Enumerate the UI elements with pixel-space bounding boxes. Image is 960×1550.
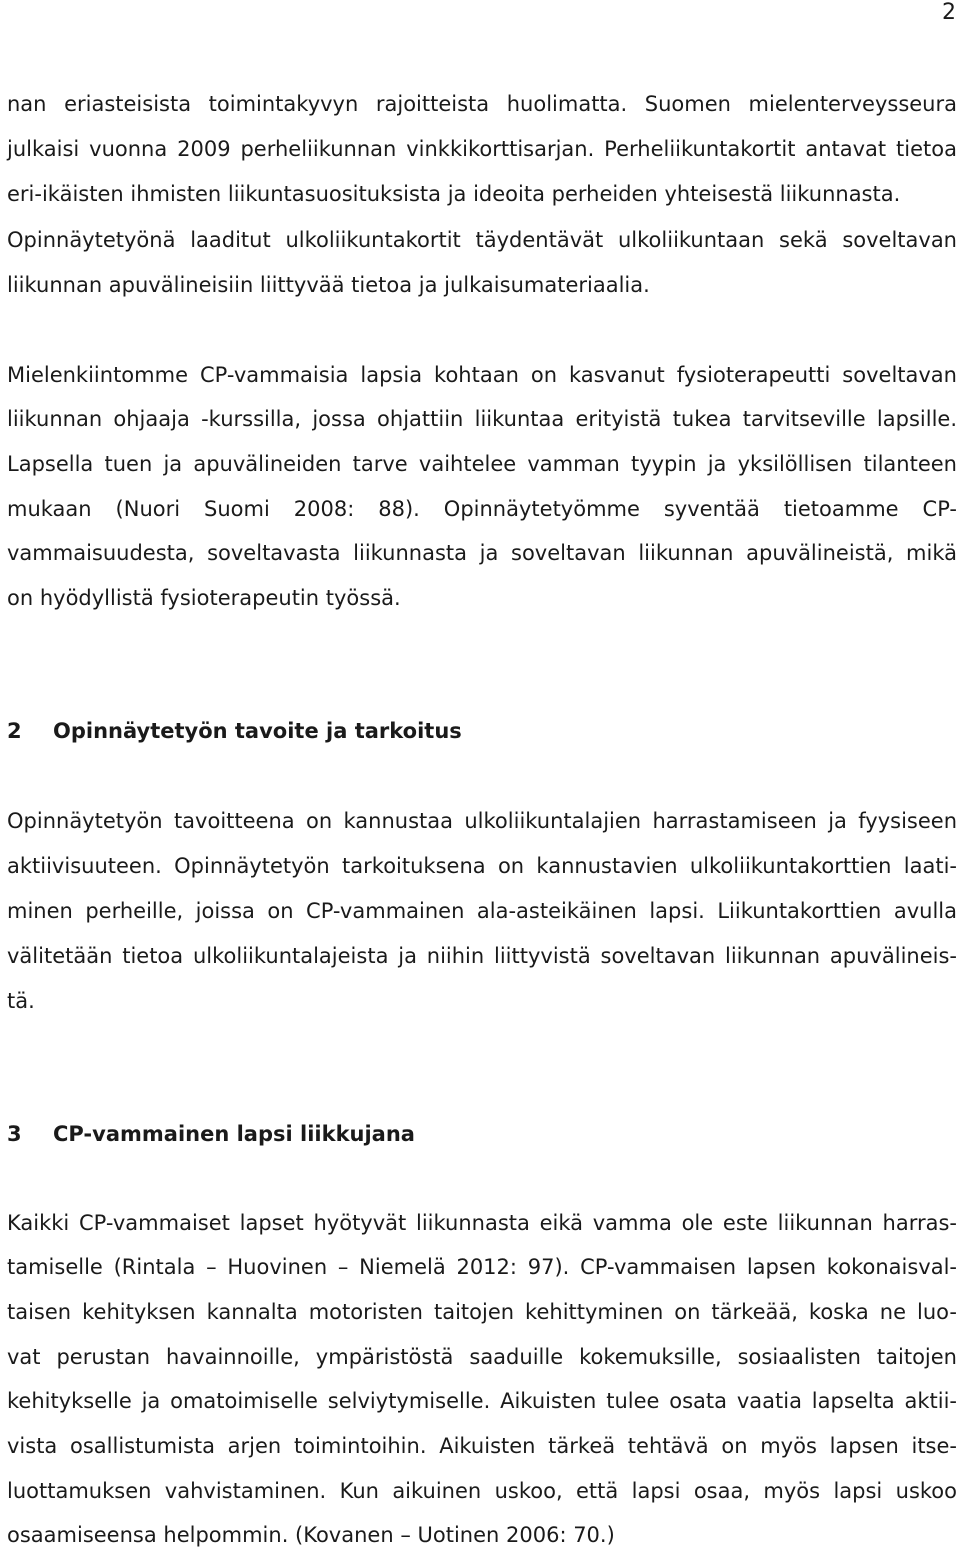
section-3-line: Kaikki CP-vammaiset lapset hyötyvät liikunnasta eikä vamma ole este liikunnan harras- bbox=[7, 1211, 957, 1235]
section-3-line: vat perustan havainnoille, ympäristöstä saaduille kokemuksille, sosiaalisten taitojen bbox=[7, 1345, 957, 1369]
section-3-line: luottamuksen vahvistaminen. Kun aikuinen uskoo, että lapsi osaa, myös lapsi uskoo bbox=[7, 1479, 957, 1503]
section-3-line: osaamiseensa helpommin. (Kovanen – Uotinen 2006: 70.) bbox=[7, 1523, 615, 1547]
section-2-heading bbox=[7, 717, 462, 745]
section-2-line: välitetään tietoa ulkoliikuntalajeista ja niihin liittyvistä soveltavan liikunnan apuvälineis- bbox=[7, 944, 957, 968]
section-2-line: minen perheille, joissa on CP-vammainen ala-asteikäinen lapsi. Liikuntakorttien avulla bbox=[7, 899, 957, 923]
section-2-line: aktiivisuuteen. Opinnäytetyön tarkoituksena on kannustavien ulkoliikuntakorttien laati- bbox=[7, 854, 957, 878]
section-3-line: kehitykselle ja omatoimiselle selviytymiselle. Aikuisten tulee osata vaatia lapselta aktii- bbox=[7, 1389, 957, 1413]
paragraph-1-line: Opinnäytetyönä laaditut ulkoliikuntakortit täydentävät ulkoliikuntaan sekä soveltavan bbox=[7, 228, 957, 252]
page-number: 2 bbox=[942, 0, 956, 25]
paragraph-2-line: Lapsella tuen ja apuvälineiden tarve vaihtelee vamman tyypin ja yksilöllisen tilanteen bbox=[7, 452, 957, 476]
paragraph-1-line: nan eriasteisista toimintakyvyn rajoitteista huolimatta. Suomen mielenterveysseura bbox=[7, 92, 957, 116]
paragraph-1-line: julkaisi vuonna 2009 perheliikunnan vinkkikorttisarjan. Perheliikuntakortit antavat tietoa bbox=[7, 137, 957, 161]
paragraph-2-line: Mielenkiintomme CP-vammaisia lapsia kohtaan on kasvanut fysioterapeutti soveltavan bbox=[7, 363, 957, 387]
section-3-title: CP-vammainen lapsi liikkujana bbox=[53, 1122, 415, 1146]
section-2-line: tä. bbox=[7, 989, 35, 1013]
section-2-line: Opinnäytetyön tavoitteena on kannustaa ulkoliikuntalajien harrastamiseen ja fyysiseen bbox=[7, 809, 957, 833]
paragraph-2-line: vammaisuudesta, soveltavasta liikunnasta ja soveltavan liikunnan apuvälineistä, mikä bbox=[7, 541, 957, 565]
paragraph-2-line: mukaan (Nuori Suomi 2008: 88). Opinnäytetyömme syventää tietoamme CP- bbox=[7, 497, 957, 521]
section-3-number: 3 bbox=[7, 1122, 22, 1146]
section-3-line: vista osallistumista arjen toimintoihin. Aikuisten tärkeä tehtävä on myös lapsen itse- bbox=[7, 1434, 957, 1458]
paragraph-2-line: on hyödyllistä fysioterapeutin työssä. bbox=[7, 586, 401, 610]
section-3-line: taisen kehityksen kannalta motoristen taitojen kehittyminen on tärkeää, koska ne luo- bbox=[7, 1300, 957, 1324]
paragraph-1-line: liikunnan apuvälineisiin liittyvää tietoa ja julkaisumateriaalia. bbox=[7, 273, 650, 297]
section-2-title: Opinnäytetyön tavoite ja tarkoitus bbox=[53, 719, 462, 743]
section-3-heading bbox=[7, 1120, 415, 1148]
section-2-number: 2 bbox=[7, 719, 22, 743]
section-3-line: tamiselle (Rintala – Huovinen – Niemelä 2012: 97). CP-vammaisen lapsen kokonaisval- bbox=[7, 1255, 957, 1279]
paragraph-2-line: liikunnan ohjaaja -kurssilla, jossa ohjattiin liikuntaa erityistä tukea tarvitseville lapsille. bbox=[7, 407, 957, 431]
paragraph-1-line: eri-ikäisten ihmisten liikuntasuosituksista ja ideoita perheiden yhteisestä liikunnasta. bbox=[7, 182, 901, 206]
